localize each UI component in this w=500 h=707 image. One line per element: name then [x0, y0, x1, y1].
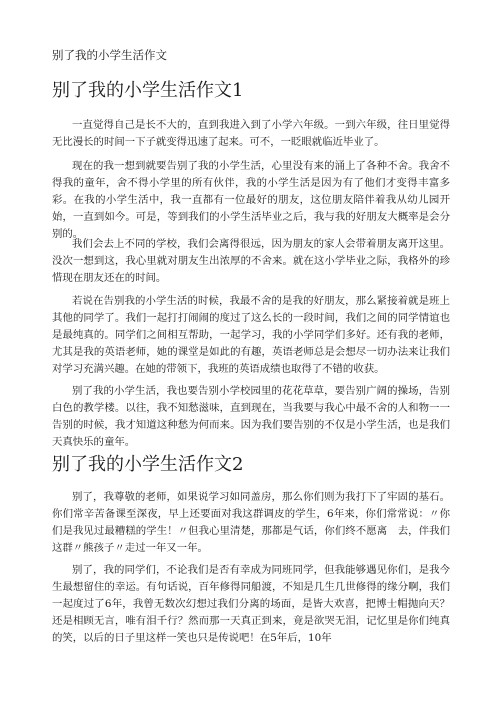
section-heading-2: 别了我的小学生活作文2	[52, 454, 244, 475]
paragraph: 我们会去上不同的学校，我们会离得很远，因为朋友的家人会带着朋友离开这里。没次一想到这，我心里就对朋友生出浓厚的不舍来。就在这小学毕业之际，我格外的珍惜现在朋友还在的时间。	[52, 238, 450, 284]
paragraph: 别了我的小学生活，我也要告别小学校园里的花花草草，要告别广阔的操场，告别白色的教学楼。以往，我不知愁滋味，直到现在，当我要与我心中最不舍的人和物一一告别的时候，我才知道这种愁为何而来。因为我们要告别的不仅是小学生活，也是我们天真快乐的童年。	[52, 385, 450, 448]
paragraph: 若说在告别我的小学生活的时候，我最不舍的是我的好朋友，那么紧接着就是班上其他的同学了。我们一起打打闹闹的度过了这么长的一段时间，我们之间的同学情谊也是最纯真的。同学们之间相互帮助，一起学习，我的小学同学们多好。还有我的老师，尤其是我的英语老师，她的课堂是如此的有趣，英语老师总是会想尽一切办法来让我们对学习充满兴趣。在她的带领下，我班的英语成绩也取得了不错的收获。	[52, 295, 450, 375]
document-title: 别了我的小学生活作文	[52, 48, 167, 62]
paragraph: 别了，我的同学们，不论我们是否有幸成为同班同学，但我能够遇见你们，是我今生最想留住的幸运。有句话说，百年修得同船渡，不知是几生几世修得的缘分啊，我们一起度过了6年，我曾无数次幻想过我们分离的场面，是皆大欢喜，把博士帽抛向天？还是相顾无言，唯有泪千行？然而那一天真正到来，竟是欲哭无泪，记忆里是你们纯真的笑，以后的日子里这样一笑也只是传说吧！在5年后，10年	[52, 564, 450, 644]
paragraph: 别了，我尊敬的老师，如果说学习如同盖房，那么你们则为我打下了牢固的基石。你们常辛苦备课至深夜，早上还要面对我这群调皮的学生，6年来，你们常常说：〃你们是我见过最糟糕的学生！〃但我心里清楚，那都是气话，你们终不愿离 去，伴我们这群〃熊孩子〃走过一年又一年。	[52, 491, 450, 554]
section-heading-1: 别了我的小学生活作文1	[52, 80, 244, 101]
paragraph: 现在的我一想到就要告别了我的小学生活，心里没有来的涌上了各种不舍。我舍不得我的童年，舍不得小学里的所有伙伴，我的小学生活是因为有了他们才变得丰富多彩。在我的小学生活中，我一直都有一位最好的朋友，这位朋友陪伴着我从幼儿园开始，一直到如今。可是，等到我们的小学生活毕业之后，我与我的好朋友大概率是会分别的。	[52, 160, 450, 240]
paragraph: 一直觉得自己是长不大的，直到我进入到了小学六年级。一到六年级，往日里觉得无比漫长的时间一下子就变得迅速了起来。可不，一眨眼就临近毕业了。	[52, 119, 450, 148]
